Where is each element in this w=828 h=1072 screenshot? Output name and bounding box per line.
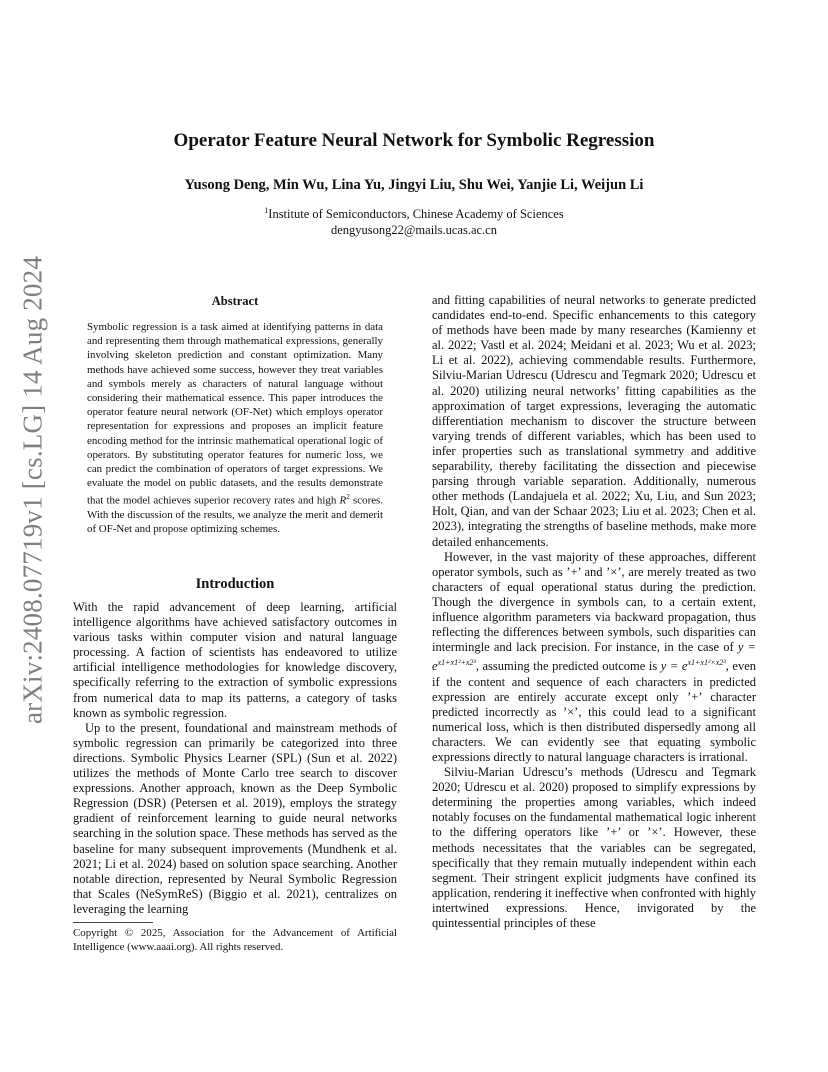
author-email: dengyusong22@mails.ucas.ac.cn bbox=[331, 223, 497, 238]
introduction-heading: Introduction bbox=[195, 576, 275, 592]
footnote-rule bbox=[73, 922, 153, 923]
affiliation-block bbox=[0, 203, 828, 238]
equation-2-lhs: y = e bbox=[660, 659, 688, 674]
right-column bbox=[432, 293, 756, 931]
abstract-heading: Abstract bbox=[211, 294, 259, 308]
right-paragraph-3: Silviu-Marian Udrescu’s methods (Udrescu and Tegmark 2020; Udrescu et al. 2020) proposed to simplify expressions by determining the properties among variables, which indeed notably focuses on the fundamental mathematical logic inherent to the differing operators like ’+’ or ’×’. However, these methods necessitates that the variables can be segregated, specifically that they remain mutually independent within each segment. Their stringent explicit judgments have confined its application, rendering it ineffective when confronted with highly intertwined expressions. Hence, invigorated by the quintessential principles of these bbox=[432, 765, 756, 930]
equation-2-exponent: x1+x1²×x2³ bbox=[687, 658, 726, 668]
affiliation-line bbox=[0, 203, 828, 222]
arxiv-identifier: arXiv:2408.07719v1 [cs.LG] 14 Aug 2024 bbox=[17, 255, 48, 725]
introduction-left-column bbox=[73, 600, 397, 917]
r-squared-symbol: R bbox=[339, 495, 347, 508]
abstract-text-a: Symbolic regression is a task aimed at identifying patterns in data and representing them through mathematical expressions, generally involving skeleton prediction and constant optimization. Many methods have achieved some success, however they treat variables and symbols merely as characters of natural language without considering their mathematical essence. This paper introduces the operator feature neural network (OF-Net) which employs operator representation for expressions and proposes an implicit feature encoding method for the intrinsic mathematical operational logic of operators. By substituting operator features for numeric loss, we can predict the combination of operators of target expressions. We evaluate the model on public datasets, and the results demonstrate that the model achieves superior recovery rates and high bbox=[87, 321, 383, 508]
abstract-text-b: scores. With the discussion of the results, we analyze the merit and demerit of OF-Net and propose optimizing schemes. bbox=[87, 495, 383, 536]
author-list: Yusong Deng, Min Wu, Lina Yu, Jingyi Liu, Shu Wei, Yanjie Li, Weijun Li bbox=[184, 177, 644, 193]
right-paragraph-1: and fitting capabilities of neural networks to generate predicted candidates end-to-end. Specific enhancements to this category of methods have been made by many researches (Kamienny et al. 2022; Vastl et al. 2024; Meidani et al. 2023; Wu et al. 2023; Li et al. 2022), achieving commendable results. Furthermore, Silviu-Marian Udrescu (Udrescu and Tegmark 2020; Udrescu et al. 2020) utilizing neural networks’ fitting capabilities as the approximation of target expressions, leveraging the automatic differentiation mechanism to discover the structure between varying trends of different variables, which has been used to infer properties such as translational symmetry and additive separability, thereby facilitating the dissection and piecewise parsing through variable separation. Additionally, numerous other methods (Landajuela et al. 2022; Xu, Liu, and Sun 2023; Holt, Qian, and van der Schaar 2023; Liu et al. 2023; Chen et al. 2023), integrating the strengths of baseline methods, make more detailed enhancements. bbox=[432, 293, 756, 549]
r-squared-exponent: 2 bbox=[346, 492, 350, 502]
right-paragraph-2 bbox=[432, 550, 756, 765]
right-paragraph-2a: However, in the vast majority of these approaches, different operator symbols, such as ’+’ and ’×’, are merely treated as two characters of equal operational status during the prediction. Though the divergence in symbols can, to a certain extent, influence algorithm parameters via backward propagation, thus reflecting the differences between symbols, such disparities can intermingle and lack precision. For instance, in the case of bbox=[432, 549, 756, 655]
right-paragraph-2b: , assuming the predicted outcome is bbox=[475, 659, 661, 674]
equation-1-exponent: x1+x1²+x2³ bbox=[437, 658, 476, 668]
intro-paragraph-2: Up to the present, foundational and mainstream methods of symbolic regression can primarily be categorized into three directions. Symbolic Physics Learner (SPL) (Sun et al. 2022) utilizes the methods of Monte Carlo tree search to discover expressions. Another approach, known as the Deep Symbolic Regression (DSR) (Petersen et al. 2019), employs the strategy gradient of reinforcement learning to guide neural networks searching in the solution space. These methods has served as the baseline for many subsequent improvements (Mundhenk et al. 2021; Li et al. 2024) based on solution space searching. Another notable direction, represented by Neural Symbolic Regression that Scales (NeSymReS) (Biggio et al. 2021), centralizes on leveraging the learning bbox=[73, 720, 397, 916]
arxiv-sidebar bbox=[14, 255, 52, 725]
abstract-body bbox=[87, 320, 383, 537]
intro-paragraph-1: With the rapid advancement of deep learning, artificial intelligence algorithms have achieved satisfactory outcomes in various tasks within computer vision and natural language processing. A faction of scientists has endeavored to utilize artificial intelligence methodologies for knowledge discovery, specifically referring to the extraction of symbolic expressions from numerical data to map its patterns, a category of tasks known as symbolic regression. bbox=[73, 600, 397, 720]
paper-title: Operator Feature Neural Network for Symbolic Regression bbox=[173, 130, 655, 151]
copyright-notice: Copyright © 2025, Association for the Advancement of Artificial Intelligence (www.aaai.org). All rights reserved. bbox=[73, 927, 397, 953]
right-paragraph-2c: , even if the content and sequence of each characters in predicted expression are entirely accurate except only ’+’ character predicted incorrectly as ’×’, this could lead to a significant numerical loss, which is then distributed dispersedly among all characters. We can evidently see that equating symbolic expressions directly to natural language characters is irrational. bbox=[432, 659, 756, 764]
affiliation-mark: 1 bbox=[264, 206, 269, 215]
affiliation: Institute of Semiconductors, Chinese Academy of Sciences bbox=[268, 207, 564, 222]
equation-1-lhs: y = e bbox=[432, 640, 756, 674]
